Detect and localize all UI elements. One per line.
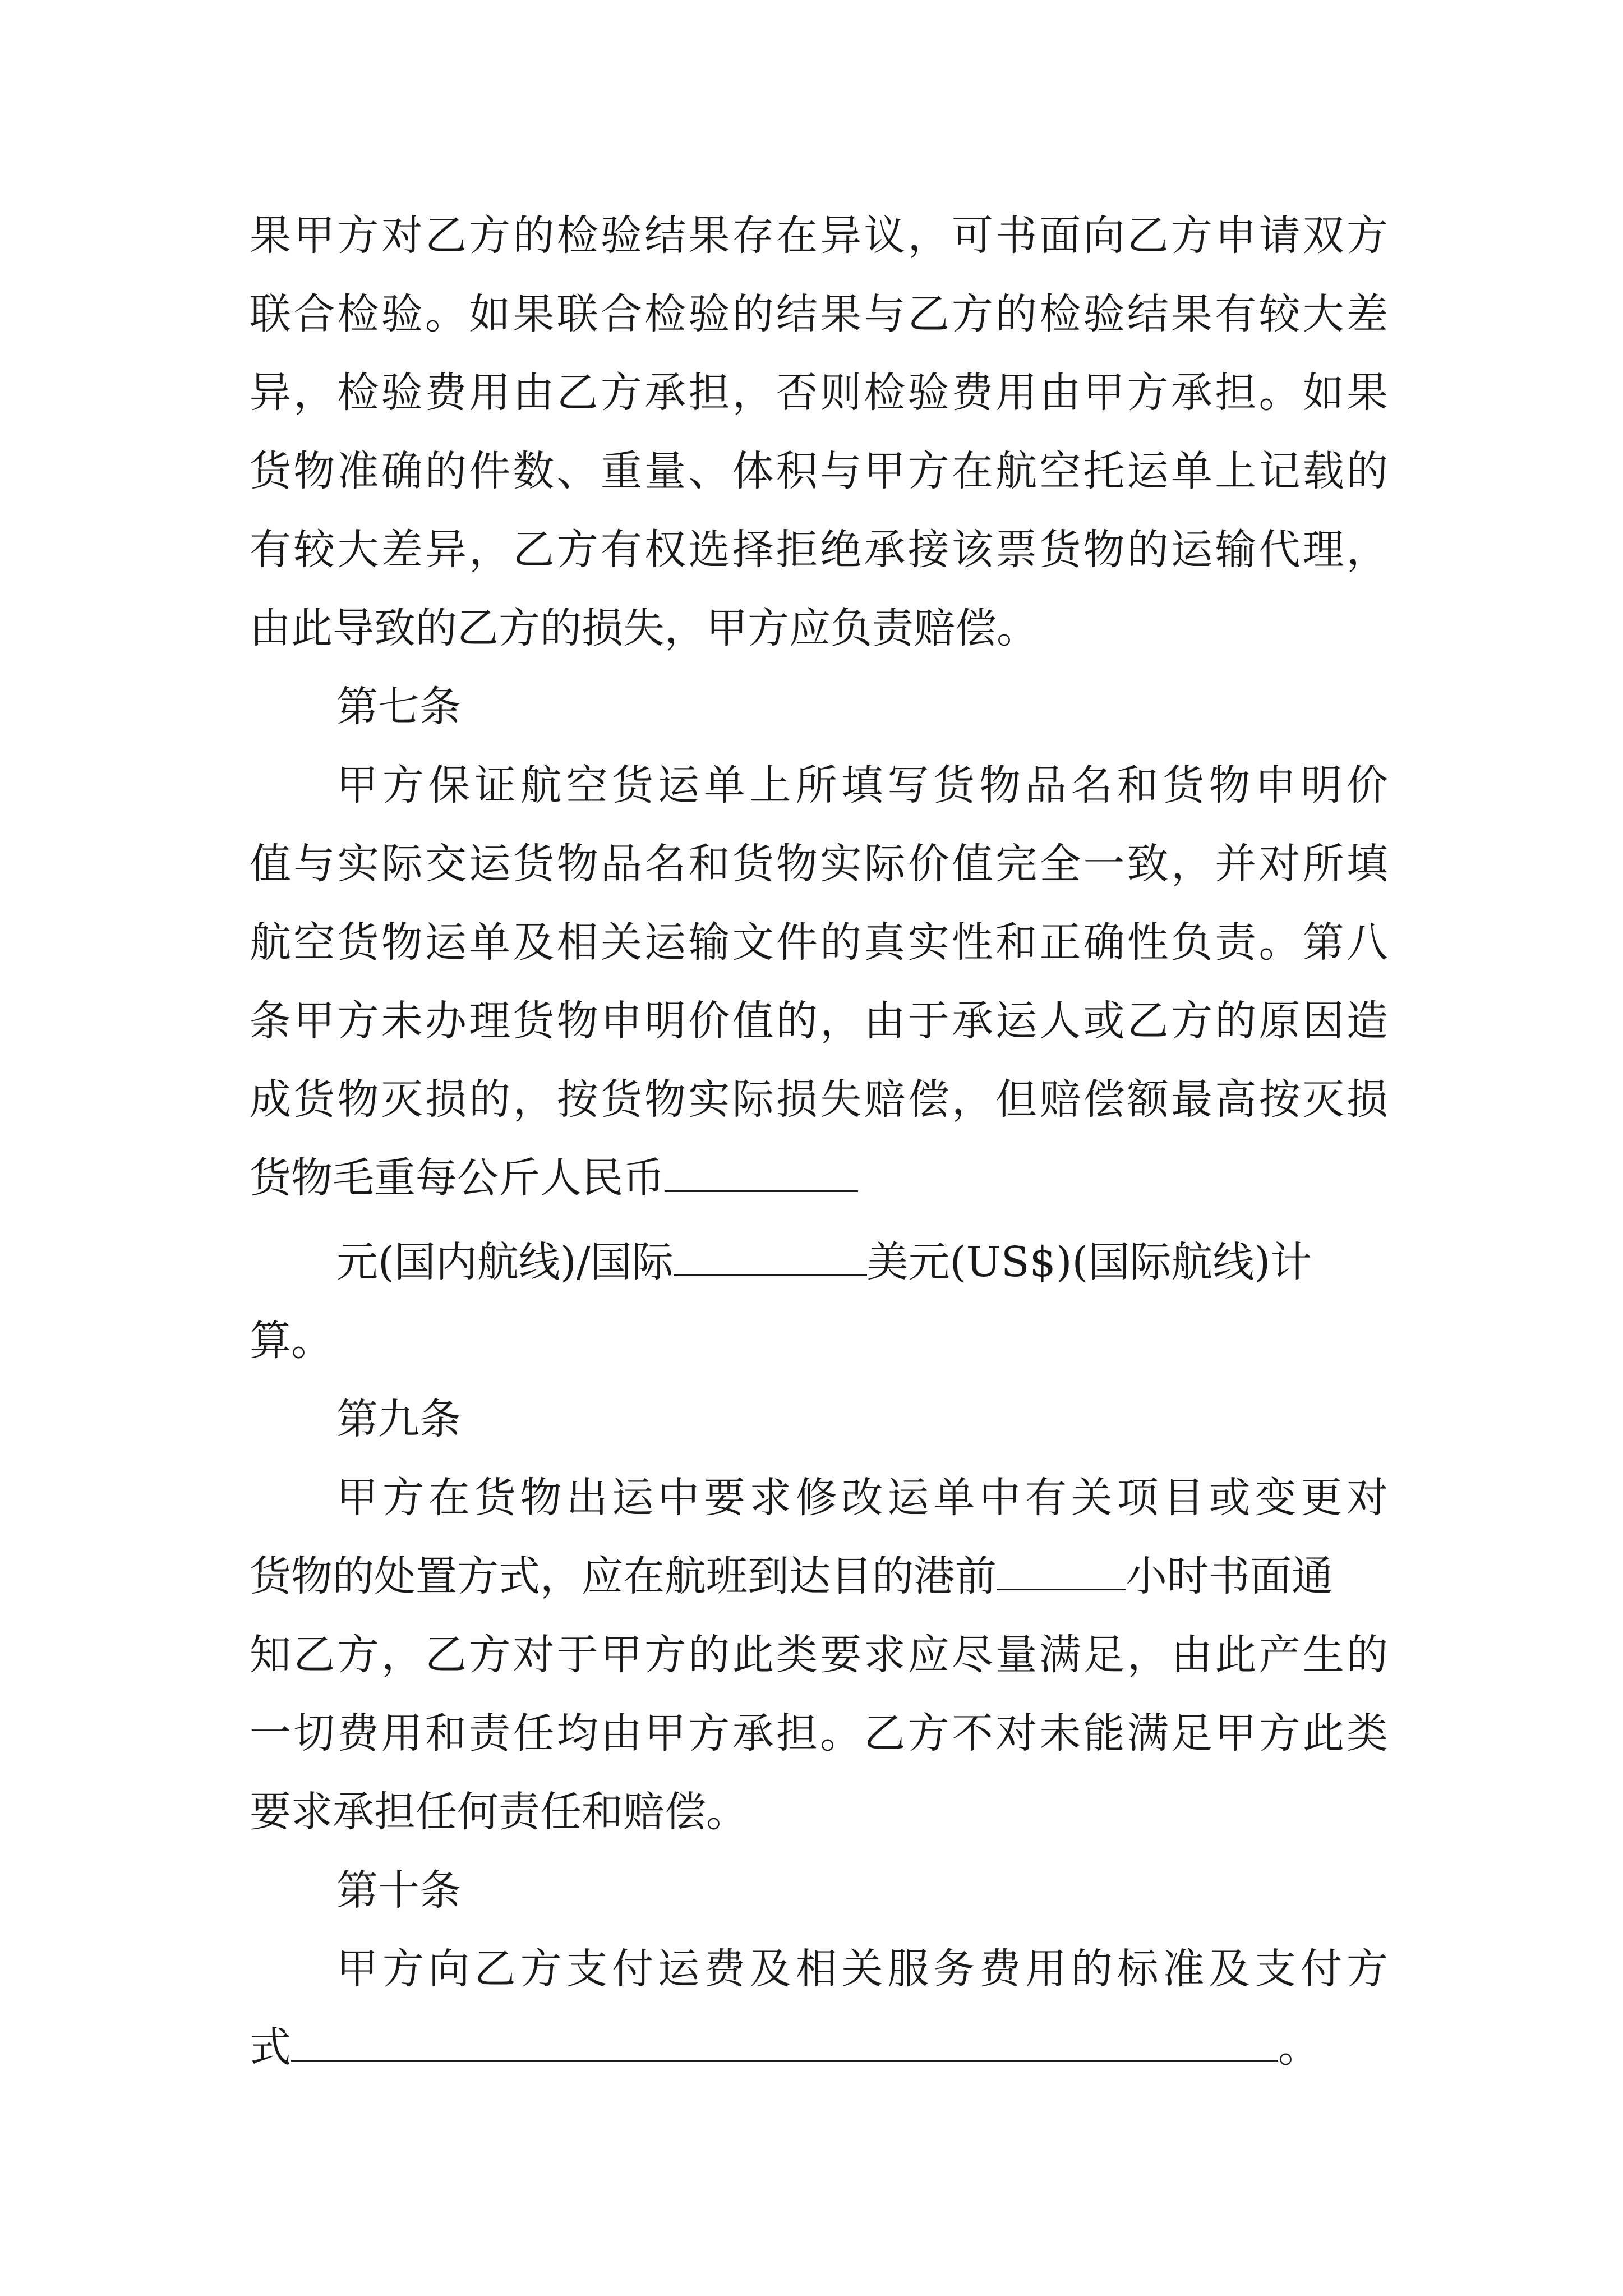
article-10-heading: 第十条: [336, 1866, 461, 1915]
paragraph-line: 由此导致的乙方的损失，甲方应负责赔偿。: [250, 604, 1038, 652]
article-10-text: 式: [250, 2023, 291, 2072]
article-7-line: 条甲方未办理货物申明价值的，由于承运人或乙方的原因造: [250, 997, 1388, 1045]
article-7-line-with-blank: [250, 1150, 1388, 1206]
paragraph-line: 异，检验费用由乙方承担，否则检验费用由甲方承担。如果: [250, 369, 1388, 417]
article-7-text: 货物毛重每公斤人民币: [250, 1154, 665, 1202]
article-9-line-with-blank: [250, 1548, 1388, 1604]
article-7-text: 美元(US$)(国际航线)计: [866, 1238, 1312, 1286]
article-9-line: 甲方在货物出运中要求修改运单中有关项目或变更对: [336, 1474, 1388, 1522]
article-10-line-with-blank: [250, 2019, 1388, 2076]
paragraph-line: 联合检验。如果联合检验的结果与乙方的检验结果有较大差: [250, 290, 1388, 338]
fill-in-blank-payment[interactable]: [291, 2021, 1278, 2062]
article-7-heading: 第七条: [336, 683, 461, 731]
article-7-continuation: [336, 1234, 1388, 1290]
article-9-line: 知乙方，乙方对于甲方的此类要求应尽量满足，由此产生的: [250, 1631, 1388, 1679]
fill-in-blank-rmb[interactable]: [665, 1151, 858, 1192]
article-7-text: 元(国内航线)/国际: [336, 1238, 674, 1286]
article-9-line: 要求承担任何责任和赔偿。: [250, 1788, 748, 1836]
article-7-line: 值与实际交运货物品名和货物实际价值完全一致，并对所填: [250, 840, 1388, 888]
fill-in-blank-usd[interactable]: [674, 1235, 867, 1276]
article-9-text: 货物的处置方式，应在航班到达目的港前: [250, 1552, 997, 1600]
article-7-line: 甲方保证航空货运单上所填写货物品名和货物申明价: [336, 761, 1388, 809]
article-7-line: 航空货物运单及相关运输文件的真实性和正确性负责。第八: [250, 918, 1388, 967]
article-10-text: 。: [1278, 2023, 1320, 2072]
paragraph-line: 果甲方对乙方的检验结果存在异议，可书面向乙方申请双方: [250, 211, 1388, 260]
fill-in-blank-hours[interactable]: [997, 1549, 1126, 1590]
article-7-line: 成货物灭损的，按货物实际损失赔偿，但赔偿额最高按灭损: [250, 1075, 1388, 1124]
paragraph-line: 有较大差异，乙方有权选择拒绝承接该票货物的运输代理，: [250, 526, 1388, 574]
article-7-line: 算。: [250, 1317, 333, 1365]
article-9-text: 小时书面通: [1126, 1552, 1333, 1600]
paragraph-line: 货物准确的件数、重量、体积与甲方在航空托运单上记载的: [250, 447, 1388, 495]
article-9-line: 一切费用和责任均由甲方承担。乙方不对未能满足甲方此类: [250, 1709, 1388, 1757]
article-9-heading: 第九条: [336, 1395, 461, 1443]
article-10-line: 甲方向乙方支付运费及相关服务费用的标准及支付方: [336, 1945, 1388, 1993]
